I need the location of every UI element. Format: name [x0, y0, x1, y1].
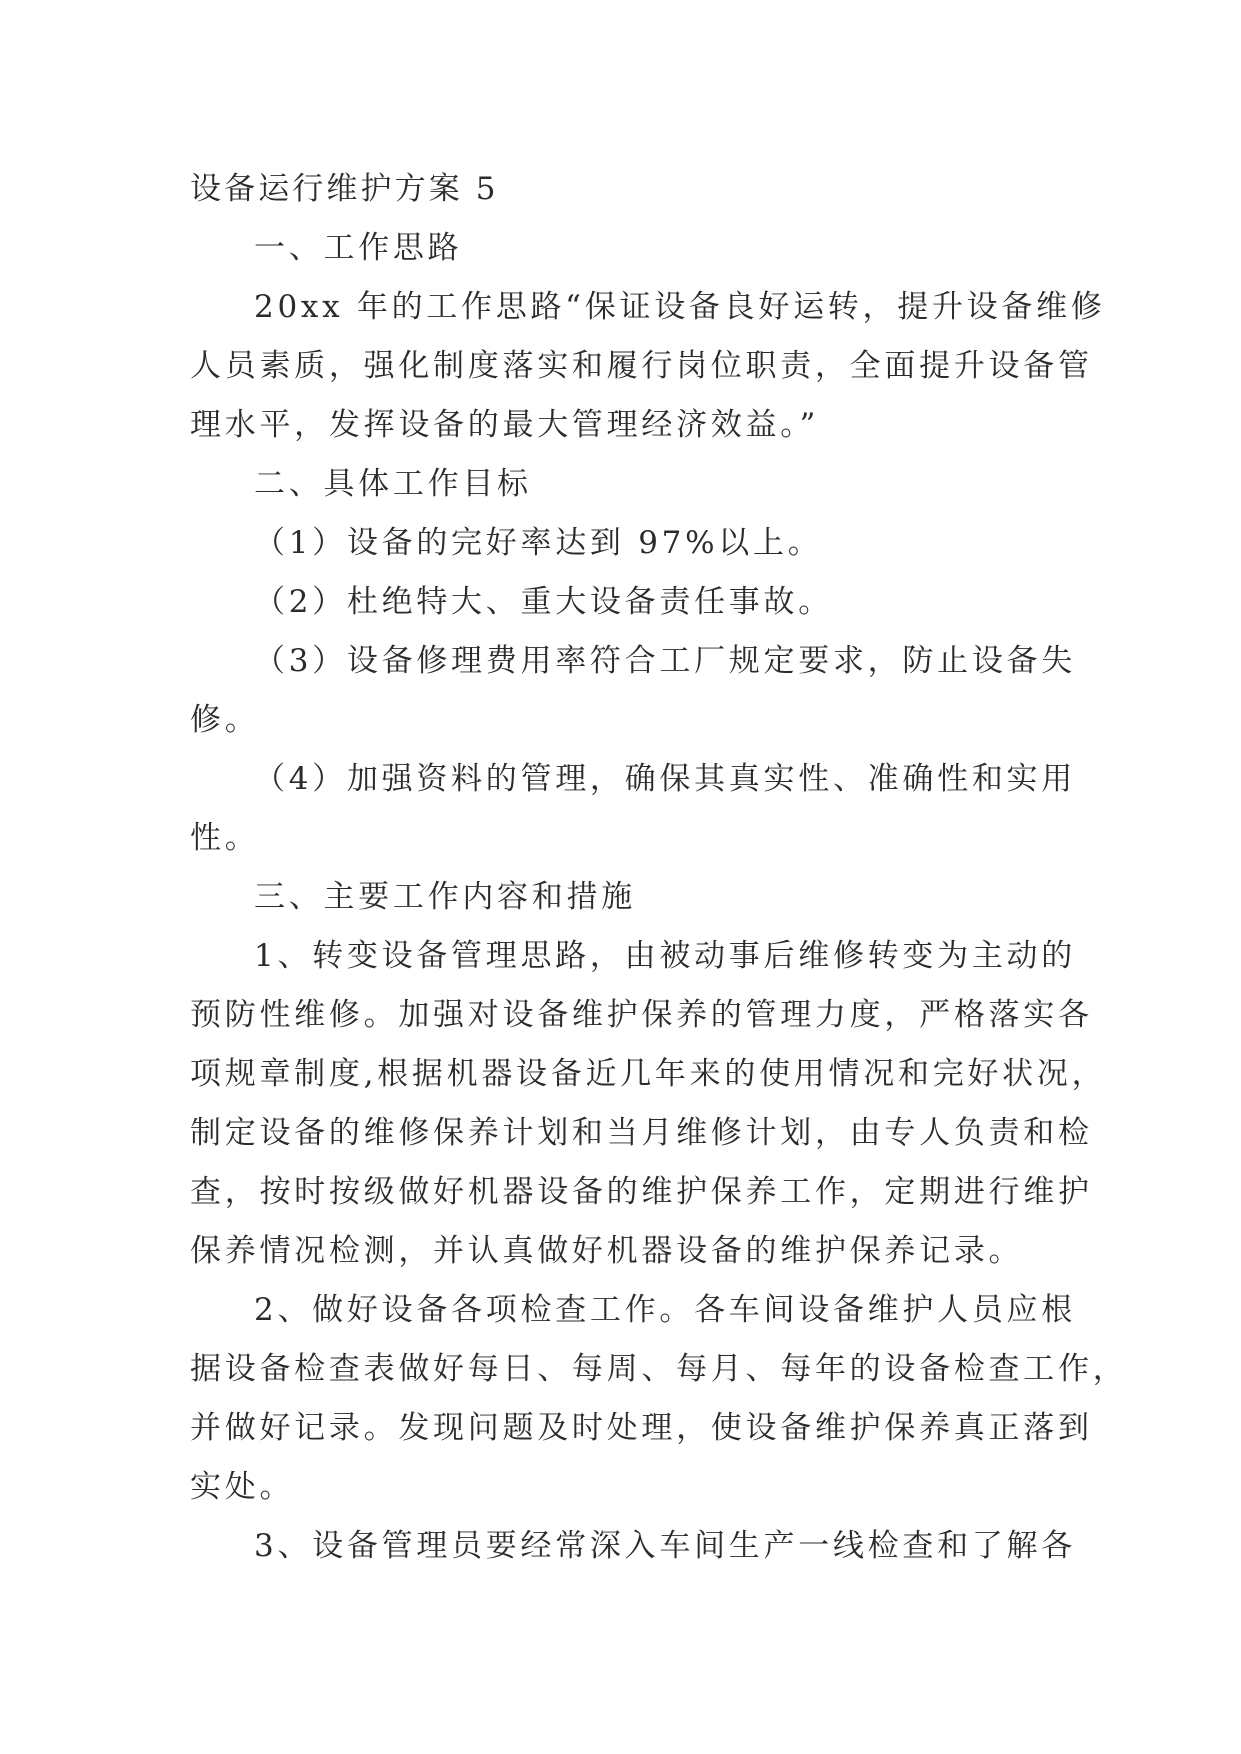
- section-heading-3: 三、主要工作内容和措施: [254, 879, 636, 915]
- document-body: [190, 160, 1128, 1576]
- paragraph-line: 并做好记录。发现问题及时处理，使设备维护保养真正落到: [190, 1410, 1093, 1446]
- paragraph-line: 1、转变设备管理思路，由被动事后维修转变为主动的: [254, 938, 1077, 974]
- goal-item-1: （1）设备的完好率达到 97%以上。: [254, 525, 823, 561]
- paragraph-line: 据设备检查表做好每日、每周、每月、每年的设备检查工作，: [190, 1351, 1128, 1387]
- paragraph-line: 预防性维修。加强对设备维护保养的管理力度，严格落实各: [190, 997, 1093, 1033]
- goal-item-4: （4）加强资料的管理，确保其真实性、准确性和实用: [254, 761, 1077, 797]
- paragraph-line: 2、做好设备各项检查工作。各车间设备维护人员应根: [254, 1292, 1077, 1328]
- paragraph-line: 20xx 年的工作思路“保证设备良好运转，提升设备维修: [254, 289, 1106, 325]
- goal-item-3: （3）设备修理费用率符合工厂规定要求，防止设备失: [254, 643, 1077, 679]
- goal-item-4-continued: 性。: [190, 820, 260, 856]
- goal-item-2: （2）杜绝特大、重大设备责任事故。: [254, 584, 833, 620]
- section-heading-2: 二、具体工作目标: [254, 466, 532, 502]
- paragraph-line: 理水平，发挥设备的最大管理经济效益。”: [190, 407, 820, 443]
- section-heading-1: 一、工作思路: [254, 230, 463, 266]
- paragraph-line: 保养情况检测，并认真做好机器设备的维护保养记录。: [190, 1233, 1024, 1269]
- paragraph-line: 制定设备的维修保养计划和当月维修计划，由专人负责和检: [190, 1115, 1093, 1151]
- document-title: 设备运行维护方案 5: [190, 171, 499, 207]
- paragraph-line: 人员素质，强化制度落实和履行岗位职责，全面提升设备管: [190, 348, 1093, 384]
- paragraph-line: 实处。: [190, 1469, 295, 1505]
- paragraph-line: 项规章制度,根据机器设备近几年来的使用情况和完好状况，: [190, 1056, 1107, 1092]
- paragraph-line: 3、设备管理员要经常深入车间生产一线检查和了解各: [254, 1528, 1077, 1564]
- goal-item-3-continued: 修。: [190, 702, 260, 738]
- paragraph-line: 查，按时按级做好机器设备的维护保养工作，定期进行维护: [190, 1174, 1093, 1210]
